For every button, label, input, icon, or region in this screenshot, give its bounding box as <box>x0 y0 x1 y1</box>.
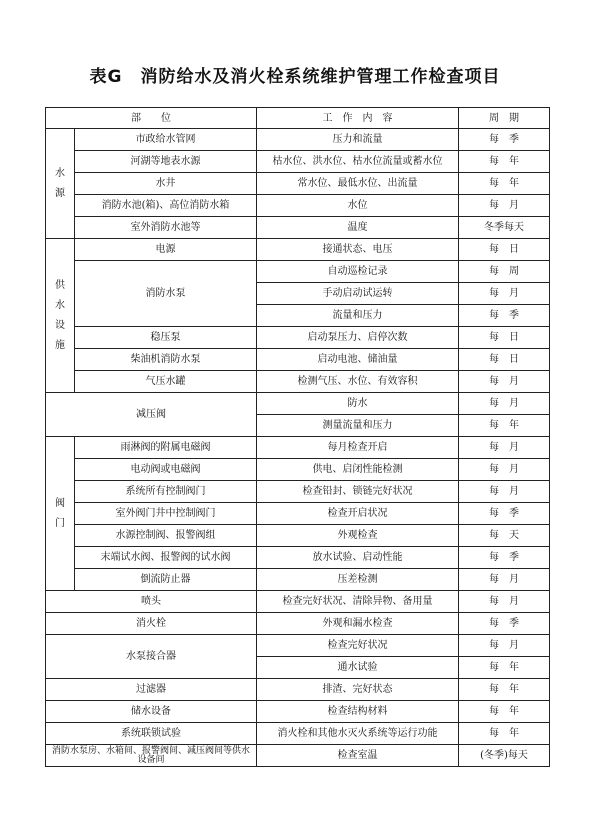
table-row <box>46 547 550 569</box>
part-cell: 室外阀门井中控制阀门 <box>75 503 257 525</box>
table-row <box>46 173 550 195</box>
work-cell: 供电、启闭性能检测 <box>257 459 459 481</box>
work-cell: 通水试验 <box>257 657 459 679</box>
period-cell: 每 季 <box>459 547 550 569</box>
period-cell: 每 年 <box>459 415 550 437</box>
table-row <box>46 151 550 173</box>
work-cell: 水位 <box>257 195 459 217</box>
period-cell: 每 周 <box>459 261 550 283</box>
part-cell: 电源 <box>75 239 257 261</box>
work-cell: 检查完好状况 <box>257 635 459 657</box>
table-row <box>46 261 550 283</box>
table-row <box>46 437 550 459</box>
header-part: 部 位 <box>46 108 257 129</box>
table-row <box>46 591 550 613</box>
part-cell: 河湖等地表水源 <box>75 151 257 173</box>
work-cell: 温度 <box>257 217 459 239</box>
table-row <box>46 679 550 701</box>
period-cell: 每 季 <box>459 613 550 635</box>
work-cell: 消火栓和其他水灭火系统等运行功能 <box>257 723 459 745</box>
work-cell: 检查结构材料 <box>257 701 459 723</box>
period-cell: 每 年 <box>459 723 550 745</box>
table-row <box>46 393 550 415</box>
period-cell: 每 月 <box>459 393 550 415</box>
period-cell: 每 月 <box>459 283 550 305</box>
part-cell: 水泵接合器 <box>46 635 257 679</box>
work-cell: 常水位、最低水位、出流量 <box>257 173 459 195</box>
part-cell: 系统所有控制阀门 <box>75 481 257 503</box>
part-cell: 水源控制阀、报警阀组 <box>75 525 257 547</box>
part-cell: 储水设备 <box>46 701 257 723</box>
part-cell: 消火栓 <box>46 613 257 635</box>
table-row <box>46 217 550 239</box>
work-cell: 压力和流量 <box>257 129 459 151</box>
period-cell: 每 月 <box>459 591 550 613</box>
table-row <box>46 503 550 525</box>
table-row <box>46 701 550 723</box>
work-cell: 每月检查开启 <box>257 437 459 459</box>
category-water-source: 水 源 <box>46 129 75 239</box>
part-cell: 系统联锁试验 <box>46 723 257 745</box>
part-cell: 稳压泵 <box>75 327 257 349</box>
table-row <box>46 723 550 745</box>
period-cell: 每 月 <box>459 195 550 217</box>
work-cell: 启动电池、储油量 <box>257 349 459 371</box>
period-cell: 每 月 <box>459 437 550 459</box>
period-cell: 每 月 <box>459 481 550 503</box>
part-cell: 倒流防止器 <box>75 569 257 591</box>
table-row <box>46 349 550 371</box>
work-cell: 外观检查 <box>257 525 459 547</box>
period-cell: 每 天 <box>459 525 550 547</box>
part-cell: 气压水罐 <box>75 371 257 393</box>
work-cell: 接通状态、电压 <box>257 239 459 261</box>
period-cell: 每 年 <box>459 701 550 723</box>
header-period: 周 期 <box>459 108 550 129</box>
table-row <box>46 525 550 547</box>
table-row <box>46 371 550 393</box>
part-cell: 雨淋阀的附属电磁阀 <box>75 437 257 459</box>
part-cell: 消防水池(箱)、高位消防水箱 <box>75 195 257 217</box>
period-cell: 每 季 <box>459 129 550 151</box>
table-row <box>46 239 550 261</box>
period-cell: (冬季)每天 <box>459 745 550 767</box>
work-cell: 检查开启状况 <box>257 503 459 525</box>
period-cell: 每 月 <box>459 569 550 591</box>
period-cell: 每 月 <box>459 371 550 393</box>
period-cell: 每 日 <box>459 349 550 371</box>
work-cell: 放水试验、启动性能 <box>257 547 459 569</box>
part-cell: 水井 <box>75 173 257 195</box>
page-title: 表G 消防给水及消火栓系统维护管理工作检查项目 <box>89 67 501 87</box>
work-cell: 手动启动试运转 <box>257 283 459 305</box>
period-cell: 每 日 <box>459 327 550 349</box>
header-work: 工 作 内 容 <box>257 108 459 129</box>
period-cell: 每 年 <box>459 657 550 679</box>
table-row <box>46 635 550 657</box>
part-cell: 柴油机消防水泵 <box>75 349 257 371</box>
part-cell: 市政给水管网 <box>75 129 257 151</box>
part-cell: 减压阀 <box>46 393 257 437</box>
period-cell: 每 年 <box>459 173 550 195</box>
table-row <box>46 129 550 151</box>
period-cell: 冬季每天 <box>459 217 550 239</box>
table-header-row <box>46 108 550 129</box>
work-cell: 检查铅封、锁链完好状况 <box>257 481 459 503</box>
period-cell: 每 月 <box>459 459 550 481</box>
table-row <box>46 481 550 503</box>
period-cell: 每 日 <box>459 239 550 261</box>
period-cell: 每 季 <box>459 305 550 327</box>
maintenance-inspection-table <box>45 107 550 767</box>
work-cell: 压差检测 <box>257 569 459 591</box>
period-cell: 每 年 <box>459 679 550 701</box>
work-cell: 检测气压、水位、有效容积 <box>257 371 459 393</box>
table-row <box>46 613 550 635</box>
period-cell: 每 月 <box>459 635 550 657</box>
table-row <box>46 459 550 481</box>
table-row <box>46 569 550 591</box>
part-cell: 消防水泵 <box>75 261 257 327</box>
table-row <box>46 327 550 349</box>
category-valves: 阀 门 <box>46 437 75 591</box>
part-cell: 室外消防水池等 <box>75 217 257 239</box>
work-cell: 启动泵压力、启停次数 <box>257 327 459 349</box>
period-cell: 每 年 <box>459 151 550 173</box>
table-row <box>46 195 550 217</box>
work-cell: 检查室温 <box>257 745 459 767</box>
category-water-supply-facilities: 供 水 设 施 <box>46 239 75 393</box>
part-cell: 电动阀或电磁阀 <box>75 459 257 481</box>
work-cell: 排渣、完好状态 <box>257 679 459 701</box>
work-cell: 防水 <box>257 393 459 415</box>
work-cell: 枯水位、洪水位、枯水位流量或蓄水位 <box>257 151 459 173</box>
work-cell: 检查完好状况、清除异物、备用量 <box>257 591 459 613</box>
part-cell: 消防水泵房、水箱间、报警阀间、减压阀间等供水设备间 <box>46 745 257 767</box>
part-cell: 喷头 <box>46 591 257 613</box>
part-cell: 末端试水阀、报警阀的试水阀 <box>75 547 257 569</box>
table-row <box>46 745 550 767</box>
work-cell: 流量和压力 <box>257 305 459 327</box>
part-cell: 过滤器 <box>46 679 257 701</box>
work-cell: 测量流量和压力 <box>257 415 459 437</box>
work-cell: 自动巡检记录 <box>257 261 459 283</box>
period-cell: 每 季 <box>459 503 550 525</box>
work-cell: 外观和漏水检查 <box>257 613 459 635</box>
